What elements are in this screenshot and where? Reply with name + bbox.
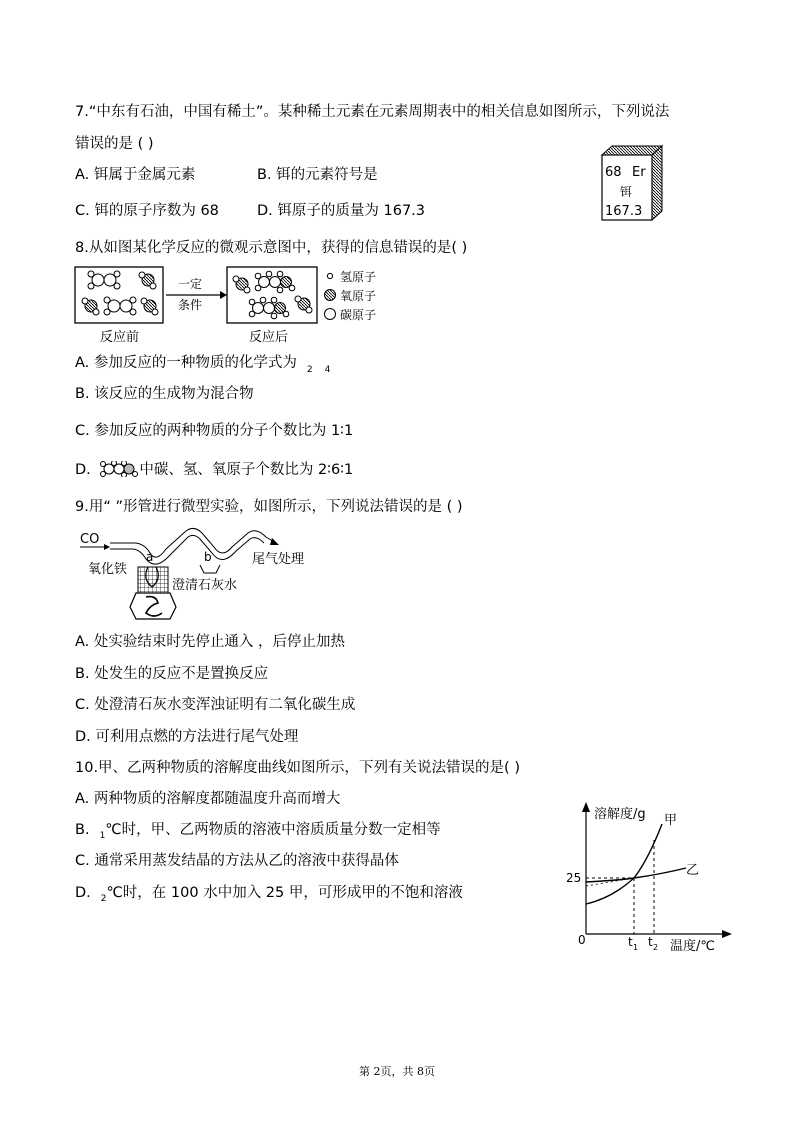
x-tick-t2: t xyxy=(648,935,653,949)
v-tube-apparatus xyxy=(76,527,316,627)
y-axis-label: 溶解度/g xyxy=(594,807,646,822)
q10-stem: 10.甲、乙两种物质的溶解度曲线如图所示，下列有关说法错误的是( ) xyxy=(75,760,520,776)
q7-option-d: D. 铒原子的质量为 167.3 xyxy=(257,203,426,219)
q9-option-a: A. 处实验结束时先停止通入 ，后停止加热 xyxy=(75,634,345,650)
q7-stem-line2: 错误的是 ( ) xyxy=(75,136,154,152)
legend-carbon-icon xyxy=(325,309,336,320)
q8-stem: 8.从如图某化学反应的微观示意图中，获得的信息错误的是( ) xyxy=(75,240,468,256)
molecule-before-1 xyxy=(88,271,120,289)
label-co: CO xyxy=(80,532,100,547)
q8-option-a: A. 参加反应的一种物质的化学式为 $_2$ $_4$ xyxy=(75,355,331,375)
q10-option-d: D. $_2$℃时，在 100 水中加入 25 甲，可形成甲的不饱和溶液 xyxy=(75,885,463,904)
wire-gauze-icon xyxy=(138,567,168,593)
legend-hydrogen: 氢原子 xyxy=(340,270,377,284)
q10-option-a: A. 两种物质的溶解度都随温度升高而增大 xyxy=(75,791,341,807)
series-label-jia: 甲 xyxy=(664,813,678,828)
card-name: 铒 xyxy=(620,185,633,199)
q8-option-c: C. 参加反应的两种物质的分子个数比为 1∶1 xyxy=(75,423,354,439)
solubility-chart xyxy=(562,800,742,960)
card-atomic-number: 68 xyxy=(605,165,622,180)
curve-jia xyxy=(586,824,662,904)
label-tail-gas: 尾气处理 xyxy=(252,552,305,567)
arrow-condition-bottom: 条件 xyxy=(178,298,203,312)
q7-stem-line1: 7.“中东有石油，中国有稀土”。某种稀土元素在元素周期表中的相关信息如图所示，下列说法 xyxy=(75,104,670,120)
legend-hydrogen-icon xyxy=(327,273,332,278)
x-tick-t1-sub: 1 xyxy=(633,943,639,952)
label-limewater: 澄清石灰水 xyxy=(172,578,238,593)
page-footer: 第 2页，共 8页 xyxy=(359,1065,435,1078)
molecule-before-4 xyxy=(104,297,136,315)
q9-stem: 9.用“ ”形管进行微型实验，如图所示，下列说法错误的是 ( ) xyxy=(75,499,463,515)
q7-option-b: B. 铒的元素符号是 xyxy=(257,167,378,183)
q7-option-c: C. 铒的原子序数为 68 xyxy=(75,203,219,219)
y-tick-25: 25 xyxy=(566,871,582,885)
molecule-after-1 xyxy=(233,276,250,293)
molecule-after-3 xyxy=(249,297,289,319)
series-label-yi: 乙 xyxy=(686,863,700,878)
molecule-before-5 xyxy=(141,298,158,315)
q9-option-d: D. 可利用点燃的方法进行尾气处理 xyxy=(75,729,299,745)
molecule-before-3 xyxy=(82,298,99,315)
card-mass: 167.3 xyxy=(605,204,643,219)
molecule-after-2 xyxy=(255,271,295,293)
q8-option-d: D. 中碳、氢、氧原子个数比为 2∶6∶1 xyxy=(75,462,354,478)
before-label: 反应前 xyxy=(100,330,140,345)
legend-oxygen-icon xyxy=(325,290,336,301)
q8-option-b: B. 该反应的生成物为混合物 xyxy=(75,386,254,402)
molecule-after-4 xyxy=(295,296,312,313)
reaction-diagram xyxy=(74,262,404,346)
q10-option-c: C. 通常采用蒸发结晶的方法从乙的溶液中获得晶体 xyxy=(75,853,399,869)
element-card-erbium xyxy=(596,145,668,223)
legend-oxygen: 氧原子 xyxy=(340,289,377,303)
arrow-condition-top: 一定 xyxy=(178,277,203,291)
q9-option-b: B. 处发生的反应不是置换反应 xyxy=(75,666,269,682)
x-tick-t1: t xyxy=(628,935,633,949)
molecule-before-2 xyxy=(139,272,156,289)
x-tick-t2-sub: 2 xyxy=(653,943,659,952)
x-axis-label: 温度/℃ xyxy=(670,939,715,954)
after-label: 反应后 xyxy=(249,330,289,345)
origin-label: 0 xyxy=(578,933,586,947)
q10-option-b: B. $_1$℃时，甲、乙两物质的溶液中溶质质量分数一定相等 xyxy=(75,822,441,841)
legend-carbon: 碳原子 xyxy=(340,308,377,322)
label-point-b: b xyxy=(204,550,212,564)
q9-option-c: C. 处澄清石灰水变浑浊证明有二氧化碳生成 xyxy=(75,697,356,713)
q7-option-a: A. 铒属于金属元素 xyxy=(75,167,196,183)
card-symbol: Er xyxy=(632,165,646,180)
label-point-a: a xyxy=(146,550,154,564)
ethanol-molecule-icon xyxy=(95,461,139,477)
label-iron-oxide: 氧化铁 xyxy=(88,562,128,577)
